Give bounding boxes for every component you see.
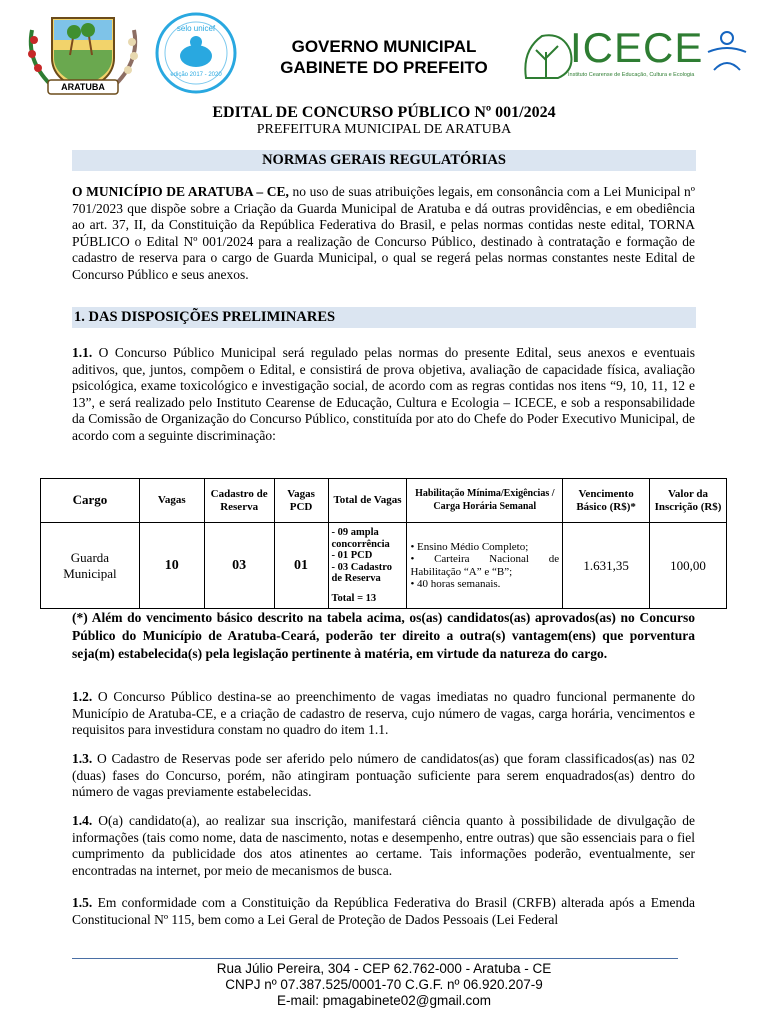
total-pcd: - 01 PCD: [331, 550, 373, 561]
th-total: Total de Vagas: [328, 479, 407, 523]
footer-email: E-mail: pmagabinete02@gmail.com: [276, 993, 492, 1008]
th-habilitacao: Habilitação Mínima/Exigências / Carga Horária Semanal: [407, 479, 563, 523]
gov-line2: GABINETE DO PREFEITO: [280, 58, 488, 77]
cell-total: [328, 523, 407, 609]
paragraph-1-1: [72, 345, 695, 445]
th-valor: Valor da Inscrição (R$): [650, 479, 727, 523]
cell-cargo: Guarda Municipal: [41, 523, 140, 609]
total-sum: Total = 13: [331, 592, 377, 604]
vacancy-table: [40, 478, 727, 609]
th-vencimento: Vencimento Básico (R$)*: [563, 479, 650, 523]
intro-bold: O MUNICÍPIO DE ARATUBA – CE,: [72, 184, 289, 199]
p13-text: O Cadastro de Reservas pode ser aferido pelo número de candidatos(as) que foram classificados(as) nas 02 (duas) fases do Concurso, porém, não atingiram pontuação suficiente para serem enquadrados(as) dentro do número de vagas previamente estabelecidas.: [72, 751, 695, 800]
intro-text: no uso de suas atribuições legais, em consonância com a Lei Municipal nº 701/2023 que dispõe sobre a Criação da Guarda Municipal de Aratuba e dá outras providências, e em obediência ao art. 37, II, da Constituição da República Federativa do Brasil, e pelas normas contidas neste edital, TORNA PÚBLICO o Edital Nº 001/2024 para a realização de Concurso Público, destinado à contratação e formação de cadastro de reserva para o cargo de Guarda Municipal, o qual se regerá pelas normas constantes neste Edital de Concurso Público e seus anexos.: [72, 184, 695, 282]
selo-text-bottom: edição 2017 - 2020: [170, 72, 222, 78]
th-cargo: Cargo: [41, 479, 140, 523]
paragraph-1-3: [72, 751, 695, 801]
th-vagas: Vagas: [139, 479, 204, 523]
total-cadastro: - 03 Cadastro de Reserva: [331, 561, 392, 584]
hab-ensino: • Ensino Médio Completo;: [410, 540, 529, 553]
p11-text: O Concurso Público Municipal será regulado pelas normas do presente Edital, seus anexos e eventuais aditivos, que, juntos, compõem o Edital, e consistirá de prova objetiva, avaliação de capacidade física, avaliação psicológica, exame toxicológico e investigação social, de acordo com as regras contidas nos itens “9, 10, 11, 12 e 13”, e será realizado pelo Instituto Cearense de Educação, Cultura e Ecologia – ICECE, e sob a responsabilidade da Comissão de Organização do Concurso Público, constituída por ato do Chefe do Poder Executivo Municipal, de acordo com a seguinte discriminação:: [72, 345, 695, 443]
p15-num: 1.5.: [72, 895, 93, 910]
edital-title: EDITAL DE CONCURSO PÚBLICO Nº 001/2024: [212, 104, 556, 121]
cell-vagas-pcd: 01: [274, 523, 328, 609]
icece-logo: [518, 24, 750, 84]
icece-logo-text: ICECE: [570, 24, 704, 71]
table-row: [41, 523, 727, 609]
footer-cnpj: CNPJ nº 07.387.525/0001-70 C.G.F. nº 06.920.207-9: [225, 977, 543, 992]
section-normas-bar: [72, 150, 696, 171]
cell-vagas: 10: [139, 523, 204, 609]
section-1-title: 1. DAS DISPOSIÇÕES PRELIMINARES: [74, 309, 336, 325]
intro-paragraph: [72, 184, 695, 284]
edital-subtitle: PREFEITURA MUNICIPAL DE ARATUBA: [256, 122, 512, 137]
p14-text: O(a) candidato(a), ao realizar sua inscrição, manifestará ciência quanto à possibilidade de divulgação de informações (tais como nome, data de nascimento, notas e desempenho, entre outras) que são essenciais para o fiel cumprimento da publicidade dos atos atinentes ao certame. Tais informações poderão, eventualmente, ser encontradas na internet, por meio de mecanismos de busca.: [72, 813, 695, 878]
section-normas-title: NORMAS GERAIS REGULATÓRIAS: [262, 152, 506, 168]
cell-vencimento: 1.631,35: [563, 523, 650, 609]
p14-num: 1.4.: [72, 813, 93, 828]
gov-line1: GOVERNO MUNICIPAL: [291, 37, 477, 56]
p12-num: 1.2.: [72, 689, 93, 704]
paragraph-1-4: [72, 813, 695, 879]
total-ampla: - 09 ampla concorrência: [331, 527, 390, 550]
p12-text: O Concurso Público destina-se ao preenchimento de vagas imediatas no quadro funcional permanente do Município de Aratuba-CE, e a criação de cadastro de reserva, cujo número de vagas, carga horária, vencimentos e requisitos para investidura constam no quadro do item 1.1.: [72, 689, 695, 738]
th-cadastro: Cadastro de Reserva: [204, 479, 274, 523]
salary-note: (*) Além do vencimento básico descrito na tabela acima, os(as) candidatos(as) aprovados(as) no Concurso Público do Município de Aratuba-Ceará, poderão ter direito a outra(s) vantagem(ens) que porventura seja(m) estabelecida(s) pela legislação pertinente à matéria, em virtude da natureza do cargo.: [72, 610, 695, 661]
paragraph-1-2: [72, 689, 695, 739]
cell-valor: 100,00: [650, 523, 727, 609]
p15-text: Em conformidade com a Constituição da República Federativa do Brasil (CRFB) alterada após a Emenda Constitucional Nº 115, bem como a Lei Geral de Proteção de Dados Pessoais (Lei Federal: [72, 895, 695, 927]
section-1-bar: [72, 307, 696, 328]
footer-address: Rua Júlio Pereira, 304 - CEP 62.762-000 - Aratuba - CE: [216, 961, 552, 976]
hab-cnh: • Carteira Nacional de Habilitação “A” e “B”;: [410, 553, 560, 578]
icece-subtitle: Instituto Cearense de Educação, Cultura e Ecologia: [568, 72, 695, 78]
selo-text-top: selo unicef: [176, 24, 216, 33]
cell-habilitacao: [407, 523, 563, 609]
p11-num: 1.1.: [72, 345, 93, 360]
paragraph-1-5: [72, 895, 695, 928]
th-vagas-pcd: Vagas PCD: [274, 479, 328, 523]
aratuba-logo-text: ARATUBA: [61, 82, 105, 92]
table-header-row: [41, 479, 727, 523]
cell-cadastro: 03: [204, 523, 274, 609]
footer-divider: [72, 958, 678, 959]
hab-horas: • 40 horas semanais.: [410, 578, 501, 590]
p13-num: 1.3.: [72, 751, 93, 766]
